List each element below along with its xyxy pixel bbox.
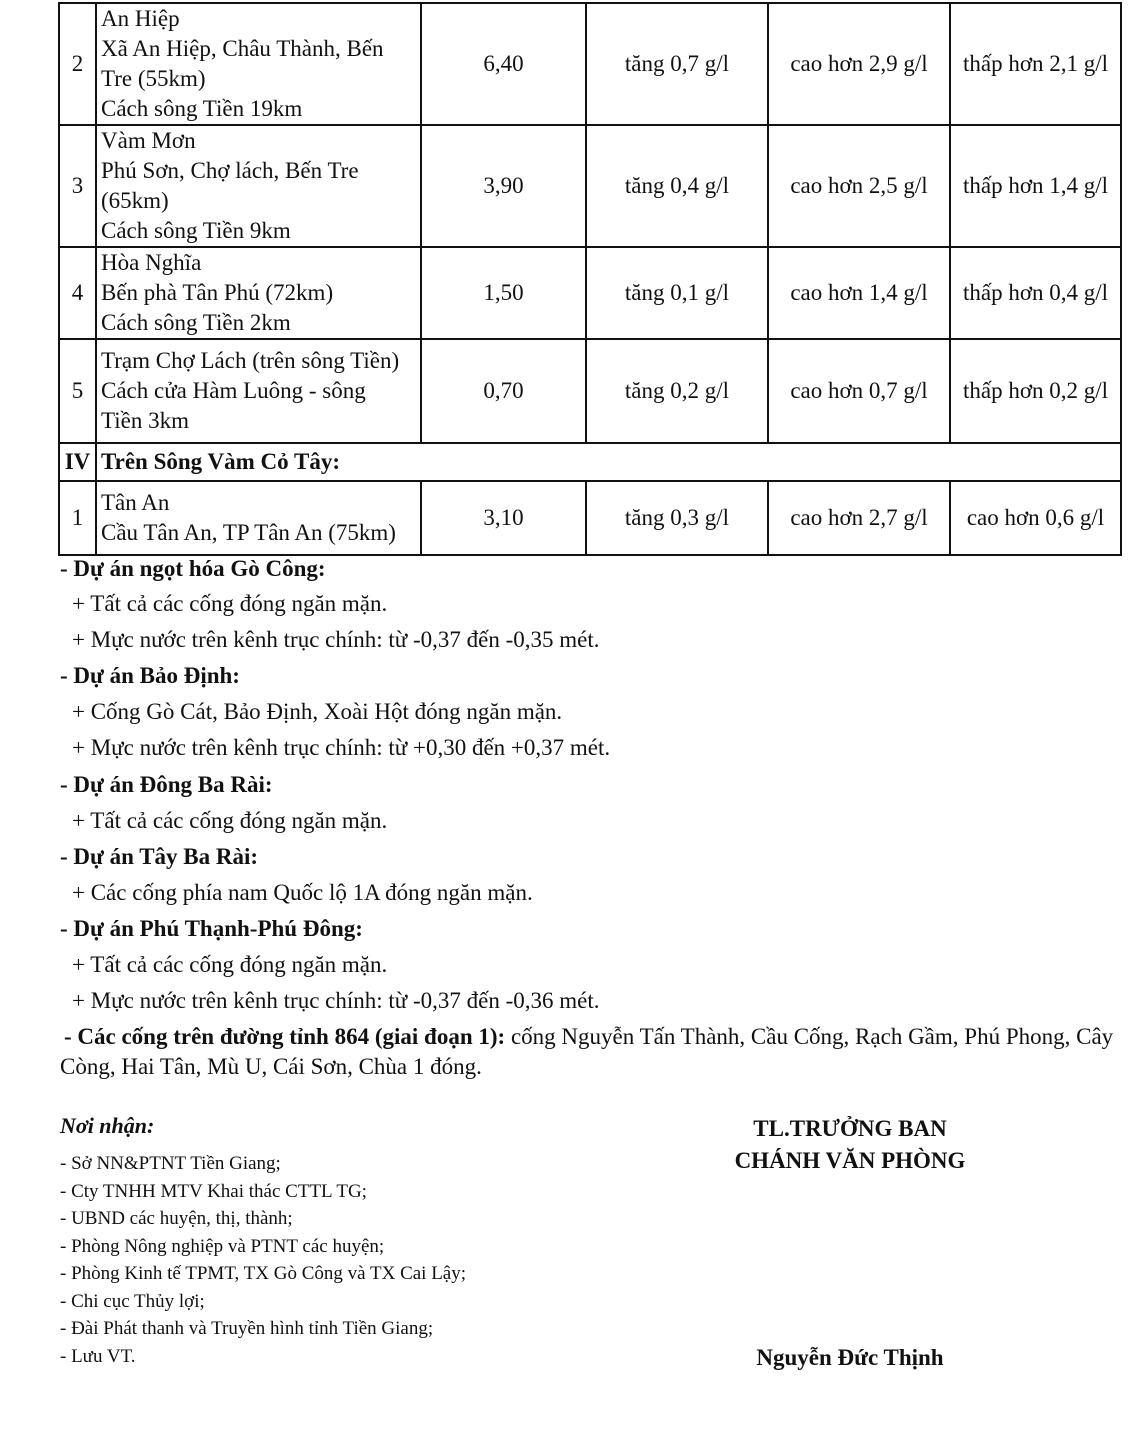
change-vs-last-year: thấp hơn 0,2 g/l [950, 339, 1121, 443]
signature-title-line2: CHÁNH VĂN PHÒNG [734, 1148, 966, 1173]
station-location [96, 125, 421, 247]
salinity-value: 3,10 [421, 481, 586, 555]
salinity-value: 0,70 [421, 339, 586, 443]
project-item: + Các cống phía nam Quốc lộ 1A đóng ngăn mặn. [72, 880, 533, 905]
section-title: Trên Sông Vàm Cỏ Tây: [96, 443, 1121, 481]
location-line: Tiền 3km [101, 408, 189, 433]
table-row [59, 481, 1121, 555]
location-line: Vàm Mơn [101, 128, 196, 153]
row-index: 5 [59, 339, 96, 443]
row-index: 3 [59, 125, 96, 247]
recipient-item: - Đài Phát thanh và Truyền hình tỉnh Tiền Giang; [60, 1318, 434, 1339]
location-line: Phú Sơn, Chợ lách, Bến Tre [101, 158, 359, 183]
table-row [59, 247, 1121, 339]
station-location [96, 339, 421, 443]
location-line: Tân An [101, 490, 170, 515]
table-row [59, 339, 1121, 443]
table-row [59, 125, 1121, 247]
project-heading-bao-dinh: - Dự án Bảo Định: [60, 663, 240, 688]
road-864-body: cống Nguyễn Tấn Thành, Cầu Cống, Rạch Gầm, Phú Phong, Cây Còng, Hai Tân, Mù U, Cái Sơn, Chùa 1 đóng. [60, 1024, 1114, 1079]
signer-name: Nguyễn Đức Thịnh [756, 1345, 944, 1370]
signature-title-line1: TL.TRƯỞNG BAN [753, 1116, 947, 1141]
location-line: Cách sông Tiền 2km [101, 310, 291, 335]
project-item: + Mực nước trên kênh trục chính: từ -0,37 đến -0,36 mét. [72, 988, 600, 1013]
row-index: 2 [59, 3, 96, 125]
recipient-item: - Phòng Kinh tế TPMT, TX Gò Công và TX Cai Lậy; [60, 1263, 467, 1284]
salinity-table [58, 2, 1122, 556]
road-864-heading: - Các cống trên đường tỉnh 864 (giai đoạn 1): [64, 1024, 506, 1049]
change-vs-previous: tăng 0,3 g/l [586, 481, 768, 555]
project-item: + Mực nước trên kênh trục chính: từ -0,37 đến -0,35 mét. [72, 627, 600, 652]
change-vs-average: cao hơn 2,7 g/l [768, 481, 950, 555]
change-vs-average: cao hơn 0,7 g/l [768, 339, 950, 443]
location-line: (65km) [101, 188, 169, 213]
salinity-value: 1,50 [421, 247, 586, 339]
location-line: Hòa Nghĩa [101, 250, 202, 275]
table-body [59, 3, 1121, 555]
project-heading-dong-ba-rai: - Dự án Đông Ba Rài: [60, 772, 273, 797]
table-section-row [59, 443, 1121, 481]
station-location [96, 247, 421, 339]
recipient-item: - Lưu VT. [60, 1345, 136, 1367]
recipient-item: - Chi cục Thủy lợi; [60, 1290, 205, 1312]
change-vs-last-year: thấp hơn 0,4 g/l [950, 247, 1121, 339]
location-line: Tre (55km) [101, 66, 206, 91]
table-row [59, 3, 1121, 125]
station-location [96, 3, 421, 125]
salinity-value: 6,40 [421, 3, 586, 125]
change-vs-previous: tăng 0,1 g/l [586, 247, 768, 339]
row-index: 4 [59, 247, 96, 339]
project-item: + Tất cả các cống đóng ngăn mặn. [72, 808, 388, 833]
change-vs-average: cao hơn 2,5 g/l [768, 125, 950, 247]
station-location [96, 481, 421, 555]
recipient-item: - Cty TNHH MTV Khai thác CTTL TG; [60, 1180, 367, 1202]
location-line: Bến phà Tân Phú (72km) [101, 280, 334, 305]
location-line: An Hiệp [101, 6, 180, 31]
change-vs-average: cao hơn 1,4 g/l [768, 247, 950, 339]
recipient-item: - Sở NN&PTNT Tiền Giang; [60, 1153, 281, 1174]
recipients-list [60, 1150, 466, 1370]
location-line: Xã An Hiệp, Châu Thành, Bến [101, 36, 384, 61]
project-item: + Tất cả các cống đóng ngăn mặn. [72, 591, 388, 616]
location-line: Cách cửa Hàm Luông - sông [101, 378, 366, 403]
change-vs-average: cao hơn 2,9 g/l [768, 3, 950, 125]
row-index: 1 [59, 481, 96, 555]
recipients-title: Nơi nhận: [60, 1113, 155, 1138]
location-line: Cách sông Tiền 9km [101, 218, 291, 243]
recipient-item: - UBND các huyện, thị, thành; [60, 1208, 293, 1229]
project-heading-tay-ba-rai: - Dự án Tây Ba Rài: [60, 844, 259, 869]
change-vs-previous: tăng 0,7 g/l [586, 3, 768, 125]
change-vs-previous: tăng 0,4 g/l [586, 125, 768, 247]
project-item: + Tất cả các cống đóng ngăn mặn. [72, 952, 388, 977]
row-index: IV [59, 443, 96, 481]
change-vs-last-year: thấp hơn 2,1 g/l [950, 3, 1121, 125]
change-vs-last-year: cao hơn 0,6 g/l [950, 481, 1121, 555]
location-line: Cách sông Tiền 19km [101, 96, 303, 121]
salinity-value: 3,90 [421, 125, 586, 247]
project-heading-phu-thanh: - Dự án Phú Thạnh-Phú Đông: [60, 916, 363, 941]
recipient-item: - Phòng Nông nghiệp và PTNT các huyện; [60, 1235, 385, 1257]
project-item: + Mực nước trên kênh trục chính: từ +0,30 đến +0,37 mét. [72, 735, 611, 760]
location-line: Cầu Tân An, TP Tân An (75km) [101, 520, 396, 545]
change-vs-previous: tăng 0,2 g/l [586, 339, 768, 443]
project-item: + Cống Gò Cát, Bảo Định, Xoài Hột đóng ngăn mặn. [72, 699, 563, 724]
project-heading-go-cong: - Dự án ngọt hóa Gò Công: [60, 556, 326, 581]
change-vs-last-year: thấp hơn 1,4 g/l [950, 125, 1121, 247]
road-864-paragraph [60, 1022, 1115, 1082]
location-line: Trạm Chợ Lách (trên sông Tiền) [101, 348, 400, 373]
